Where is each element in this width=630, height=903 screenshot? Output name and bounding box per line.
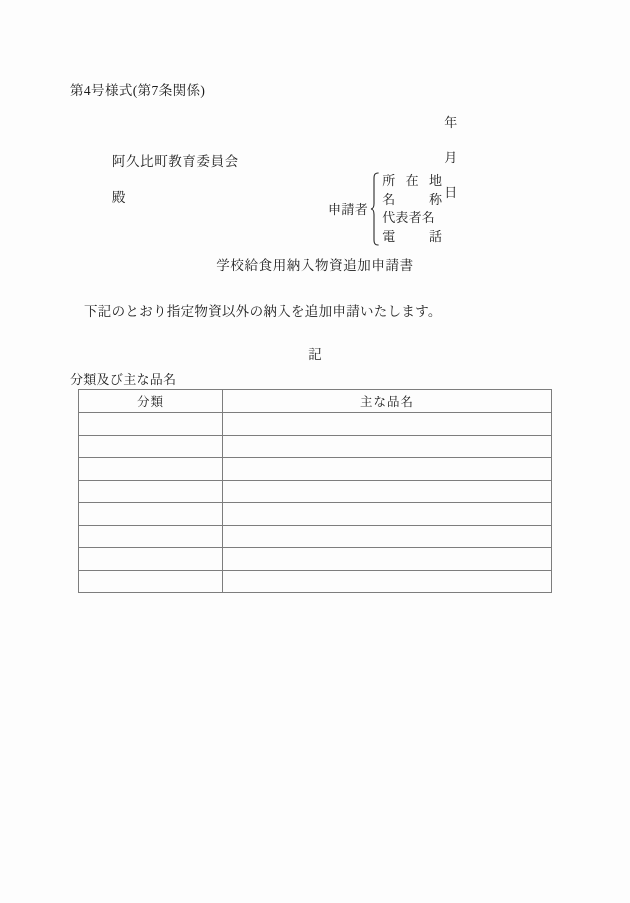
- applicant-block: [328, 172, 442, 246]
- date-month-label: 月: [444, 150, 458, 165]
- addressee-organization: 阿久比町教育委員会: [111, 154, 239, 169]
- applicant-field-telephone: [382, 228, 442, 247]
- cell-items[interactable]: [223, 435, 552, 458]
- applicant-tel-ch3: 話: [429, 228, 443, 244]
- column-header-category: 分類: [79, 390, 223, 413]
- cell-category[interactable]: [79, 480, 223, 503]
- cell-category[interactable]: [79, 548, 223, 571]
- table-row: [79, 480, 552, 503]
- applicant-field-company-name: [382, 191, 442, 210]
- table-row: [79, 525, 552, 548]
- cell-items[interactable]: [223, 570, 552, 593]
- section-label: 分類及び主な品名: [70, 372, 177, 387]
- applicant-fields: [382, 172, 442, 246]
- cell-category[interactable]: [79, 435, 223, 458]
- form-number: 第4号様式(第7条関係): [70, 83, 206, 98]
- cell-items[interactable]: [223, 458, 552, 481]
- applicant-field-representative-name: 代表者名: [382, 210, 436, 225]
- table-row: [79, 503, 552, 526]
- table-row: [79, 548, 552, 571]
- table-row: [79, 458, 552, 481]
- applicant-tel-ch1: 電: [382, 228, 396, 244]
- applicant-name-ch3: 称: [429, 191, 443, 207]
- date-day-label: 日: [444, 185, 458, 200]
- table-body: [79, 413, 552, 593]
- table-row: [79, 435, 552, 458]
- cell-items[interactable]: [223, 503, 552, 526]
- category-item-table-wrapper: [78, 389, 551, 593]
- table-header: [79, 390, 552, 413]
- cell-category[interactable]: [79, 525, 223, 548]
- table-row: [79, 413, 552, 436]
- document-title: 学校給食用納入物資追加申請書: [216, 258, 414, 273]
- cell-items[interactable]: [223, 525, 552, 548]
- cell-items[interactable]: [223, 480, 552, 503]
- cell-items[interactable]: [223, 548, 552, 571]
- date-year-label: 年: [444, 115, 458, 130]
- cell-category[interactable]: [79, 413, 223, 436]
- applicant-brace-icon: [370, 172, 379, 246]
- table-header-row: [79, 390, 552, 413]
- cell-category[interactable]: [79, 503, 223, 526]
- applicant-field-address: [382, 172, 442, 191]
- cell-category[interactable]: [79, 570, 223, 593]
- ki-marker: 記: [308, 347, 322, 362]
- column-header-items: 主な品名: [223, 390, 552, 413]
- table-row: [79, 570, 552, 593]
- applicant-label: 申請者: [328, 201, 369, 217]
- cell-category[interactable]: [79, 458, 223, 481]
- category-item-table: [78, 389, 552, 593]
- applicant-name-ch1: 名: [382, 191, 396, 207]
- addressee: [96, 134, 239, 222]
- body-paragraph: 下記のとおり指定物資以外の納入を追加申請いたします。: [84, 304, 442, 319]
- applicant-address-ch3: 地: [428, 173, 443, 188]
- addressee-honorific: 殿: [111, 190, 127, 205]
- applicant-address-ch2: 在: [405, 173, 419, 188]
- applicant-address-ch1: 所: [382, 173, 396, 188]
- cell-items[interactable]: [223, 413, 552, 436]
